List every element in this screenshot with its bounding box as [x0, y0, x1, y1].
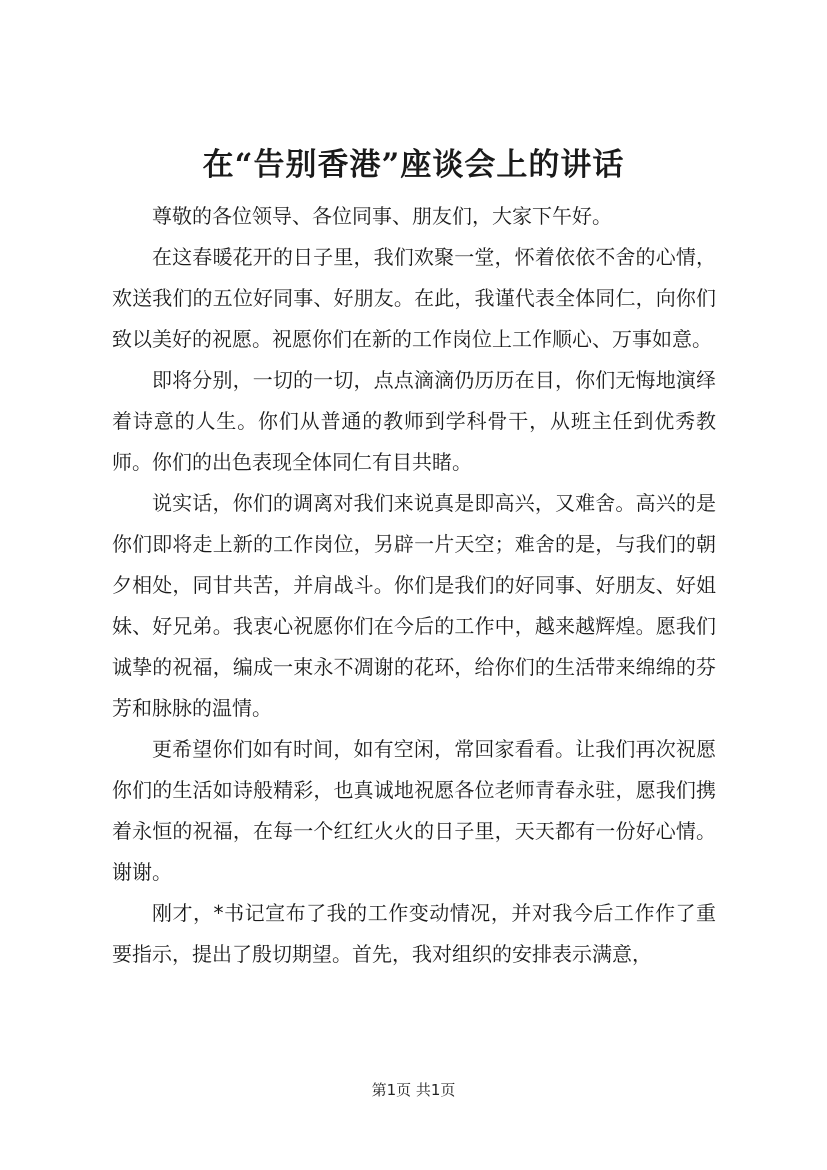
- paragraph-farewell: 在这春暖花开的日子里，我们欢聚一堂，怀着依依不舍的心情，欢送我们的五位好同事、好朋友。在此，我谨代表全体同仁，向你们致以美好的祝愿。祝愿你们在新的工作岗位上工作顺心、万事如意。: [112, 245, 716, 351]
- document-body: [112, 196, 716, 975]
- paragraph-memories: 即将分别，一切的一切，点点滴滴仍历历在目，你们无悔地演绎着诗意的人生。你们从普通的教师到学科骨干，从班主任到优秀教师。你们的出色表现全体同仁有目共睹。: [112, 368, 716, 474]
- paragraph-closing: 更希望你们如有时间，如有空闲，常回家看看。让我们再次祝愿你们的生活如诗般精彩，也真诚地祝愿各位老师青春永驻，愿我们携着永恒的祝福，在每一个红红火火的日子里，天天都有一份好心情。谢谢。: [112, 737, 716, 884]
- page-number-footer: 第1页 共1页: [371, 1081, 456, 1099]
- paragraph-greeting: 尊敬的各位领导、各位同事、朋友们，大家下午好。: [152, 204, 612, 228]
- paragraph-wishes: 说实话，你们的调离对我们来说真是即高兴，又难舍。高兴的是你们即将走上新的工作岗位，另辟一片天空；难舍的是，与我们的朝夕相处，同甘共苦，并肩战斗。你们是我们的好同事、好朋友、好姐妹、好兄弟。我衷心祝愿你们在今后的工作中，越来越辉煌。愿我们诚挚的祝福，编成一束永不凋谢的花环，给你们的生活带来绵绵的芬芳和脉脉的温情。: [112, 491, 716, 720]
- paragraph-continuation: 刚才，*书记宣布了我的工作变动情况，并对我今后工作作了重要指示，提出了殷切期望。首先，我对组织的安排表示满意，: [112, 901, 716, 966]
- document-title: 在“告别香港”座谈会上的讲话: [202, 147, 625, 183]
